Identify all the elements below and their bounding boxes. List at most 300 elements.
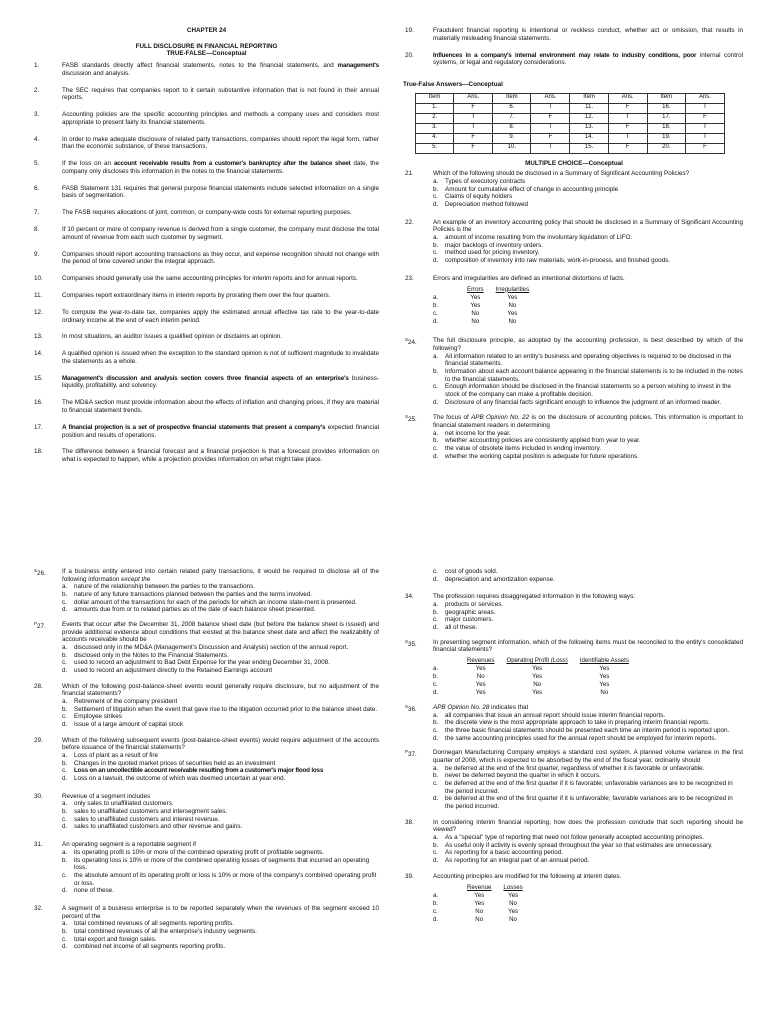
option-letter: b.	[433, 185, 439, 193]
tf-text: FASB standards directly affect financial statements, notes to the financial statements, and	[62, 62, 338, 70]
option-text: sales to unaffiliated customers and other revenue and gains.	[74, 823, 243, 831]
option-letter: b.	[433, 301, 439, 309]
tf-statement	[62, 309, 379, 324]
tf-item	[34, 275, 379, 283]
option-value: Yes	[475, 689, 486, 697]
tf-number: 6.	[34, 184, 40, 192]
tf-statement	[62, 136, 379, 151]
option-letter: d.	[62, 775, 68, 783]
option-letter: d.	[433, 689, 439, 697]
tf-text-cont: discussion and analysis.	[62, 69, 130, 77]
option-text: never be deferred beyond the quarter in which it occurs.	[445, 772, 601, 780]
option-text: the discrete view is the most appropriate approach to take in preparing interim financial reports.	[445, 719, 710, 727]
tf-statement	[62, 375, 379, 390]
option-letter: c.	[433, 616, 438, 624]
option-text: nature of any future transactions planned between the parties and the terms involved.	[74, 591, 313, 599]
option-table-col: Operating Profit (Loss)	[506, 657, 568, 665]
stem-text: The profession requires disaggregated information in the following ways:	[433, 593, 635, 601]
option-text: used to record an adjustment directly to the Retained Earnings account	[74, 667, 273, 675]
option-text: whether accounting policies are consistently applied from year to year.	[445, 437, 641, 445]
question-stem	[433, 704, 743, 712]
answer-option	[62, 872, 379, 887]
tf-statement	[62, 448, 379, 463]
tf-text-bold: Management's discussion and analysis section covers three financial aspects of an enterprise's	[62, 374, 349, 382]
option-text: be deferred at the end of the first quarter if it is favorable; unfavorable variances are to be recognized in the period incurred.	[445, 780, 733, 795]
option-text: Settlement of litigation when the event that gave rise to the litigation occurred prior to the balance sheet date.	[74, 705, 378, 713]
option-text: As a "special" type of reporting that need not follow generally accepted accounting principles.	[445, 834, 704, 842]
answer-option	[433, 576, 743, 584]
question-31	[34, 841, 379, 895]
answers-title: True-False Answers—Conceptual	[403, 80, 503, 88]
answer-option	[62, 767, 379, 775]
option-text: major customers.	[445, 616, 494, 624]
stem-text: An operating segment is a reportable segment if	[62, 841, 197, 849]
question-number-text: 25.	[408, 416, 417, 424]
answer-item: 4.	[416, 133, 454, 143]
answer-option	[433, 765, 743, 773]
tf-number: 8.	[34, 226, 40, 234]
option-table-row	[433, 681, 635, 689]
answer-option	[433, 242, 743, 250]
stem-text: Which of the following post-balance-sheet events would generally require disclosure, but no adjustment of the financial statements?	[62, 682, 379, 698]
tf-statement	[62, 424, 379, 439]
option-letter: b.	[62, 651, 68, 659]
option-text: products or services.	[445, 601, 504, 609]
answer-option	[433, 383, 743, 398]
answer-option	[62, 706, 379, 714]
answer-option	[62, 606, 379, 614]
option-text: the same accounting principles used for the annual report should be employed for interim reports.	[445, 734, 717, 742]
answer-item: 12.	[570, 113, 608, 123]
option-letter: b.	[433, 437, 439, 445]
option-letter: b.	[433, 673, 439, 681]
answer-item: 17.	[647, 113, 685, 123]
option-text: geographic areas.	[445, 608, 496, 616]
question-number	[34, 905, 43, 913]
option-letter: a.	[433, 233, 439, 241]
tf-number: 3.	[34, 111, 40, 119]
option-letter: c.	[62, 713, 67, 721]
tf-number: 7.	[34, 209, 40, 217]
option-table-col: Errors	[467, 285, 484, 293]
question-38	[405, 819, 743, 865]
tf-text: If 10 percent or more of company revenue is derived from a single customer, the company must disclose the total amount of revenue from each such customer by segment.	[62, 226, 379, 241]
question-number	[405, 414, 417, 424]
tf-item	[34, 136, 379, 151]
option-text: all of these.	[445, 624, 478, 632]
option-letter: d.	[433, 624, 439, 632]
option-value: Yes	[470, 301, 481, 309]
answer-option	[433, 178, 743, 186]
option-text: the absolute amount of its operating profit or loss is 10% or more of the company's combined operating profit or loss.	[74, 871, 377, 887]
answer-option	[433, 568, 743, 576]
tf-text: In most situations, an auditor issues a qualified opinion or disclaims an opinion.	[62, 333, 283, 341]
option-letter: a.	[433, 293, 439, 301]
option-letter: c.	[62, 767, 67, 775]
answer-item: 5.	[416, 143, 454, 153]
answers-row	[416, 123, 725, 133]
option-letter: b.	[433, 241, 439, 249]
stem-italic: APB Opinion No. 22	[471, 414, 530, 422]
answer-option	[62, 800, 379, 808]
option-letter: a.	[62, 583, 68, 591]
question-stem	[433, 749, 743, 764]
question-number-text: 38.	[405, 818, 414, 826]
option-table-row	[433, 673, 635, 681]
question-stem	[62, 737, 379, 752]
option-letter: d.	[62, 667, 68, 675]
option-letter: c.	[433, 309, 438, 317]
answer-value: T	[608, 113, 647, 123]
tf-item	[34, 251, 379, 266]
question-21	[405, 170, 743, 208]
question-block	[405, 639, 743, 697]
answer-value: T	[685, 133, 724, 143]
option-text: All information related to an entity's business and operating objectives is required to be disclosed in the financial statements.	[445, 352, 732, 368]
tf-item	[34, 160, 379, 175]
answer-value: T	[685, 103, 724, 113]
option-value: Yes	[507, 309, 518, 317]
question-stem	[433, 337, 743, 352]
question-number	[34, 737, 43, 745]
tf-item	[34, 292, 379, 300]
option-letter: d.	[62, 721, 68, 729]
tf-statement	[62, 292, 379, 300]
answer-value: T	[531, 103, 570, 113]
tf-number: 12.	[34, 308, 43, 316]
option-letter: b.	[433, 367, 439, 375]
option-text: Changes in the quoted market prices of securities held as an investment	[74, 759, 276, 767]
answer-item: 7.	[493, 113, 531, 123]
option-letter: d.	[62, 606, 68, 614]
option-text: As useful only if activity is evenly spread throughout the year so that estimates are unnecessary.	[445, 841, 713, 849]
tf-number: 20.	[405, 51, 414, 59]
stem-text: Which of the following should be disclosed in a Summary of Significant Accounting Policies?	[433, 170, 690, 178]
option-letter: b.	[62, 927, 68, 935]
question-block	[405, 593, 743, 631]
option-letter: c.	[433, 727, 438, 735]
question-33-continued	[405, 568, 743, 583]
tf-text-bold: Influences in a company's internal environment may relate to industry conditions, poor	[433, 51, 697, 59]
tf-item	[34, 375, 379, 390]
question-block	[405, 275, 743, 326]
answer-option	[62, 659, 379, 667]
answer-item: 6.	[493, 103, 531, 113]
option-text: As reporting for an integral part of an annual period.	[445, 857, 590, 865]
answer-value: F	[531, 113, 570, 123]
tf-text-cont: date, the company only discloses this information in the notes to the financial statements.	[62, 160, 379, 175]
option-letter: a.	[433, 665, 439, 673]
question-number-text: 37.	[408, 751, 417, 759]
option-value: No	[476, 673, 485, 681]
option-letter: c.	[433, 849, 438, 857]
option-table-row	[433, 899, 529, 907]
tf-text-bold: account receivable results from a customer's bankruptcy after the balance sheet	[113, 160, 351, 168]
tf-text: To compute the year-to-date tax, companies apply the estimated annual effective tax rate to the year-to-date ordinary income at the end of each interim period.	[62, 308, 379, 324]
option-table-row	[433, 301, 535, 309]
question-stem	[62, 683, 379, 698]
option-letter: d.	[433, 256, 439, 264]
tf-number: 5.	[34, 160, 40, 168]
option-value: Yes	[474, 891, 485, 899]
answer-option	[62, 591, 379, 599]
option-text: Information about each account balance appearing in the financial statements is to be included in the notes to the financial statements.	[445, 367, 743, 383]
answer-option	[433, 368, 743, 383]
answers-header-cell: Item	[493, 93, 531, 103]
tf-number: 11.	[34, 291, 43, 299]
option-text: Enough information should be disclosed in the financial statements so a person wishing to invest in the stock of the company can make a profitable decision.	[445, 383, 731, 398]
question-stem	[62, 568, 379, 583]
option-letter: d.	[433, 452, 439, 460]
option-value: Yes	[532, 689, 543, 697]
question-number-text: 39.	[405, 872, 414, 880]
option-table-row	[433, 309, 535, 317]
option-table-row	[433, 907, 529, 915]
option-text: the three basic financial statements should be presented each time an interim period is reported upon.	[445, 727, 730, 735]
answer-option	[433, 834, 743, 842]
option-text: depreciation and amortization expense.	[445, 575, 555, 583]
option-value: Yes	[508, 891, 519, 899]
answer-item: 8.	[493, 123, 531, 133]
answer-option	[433, 186, 743, 194]
option-letter: c.	[433, 568, 438, 575]
answer-option	[433, 437, 743, 445]
answer-option	[433, 735, 743, 743]
question-stem	[433, 593, 743, 601]
option-text: only sales to unaffiliated customers.	[74, 800, 174, 808]
tf-text: The MD&A section must provide information about the effects of inflation and changing prices, if they are material to financial statement trends.	[62, 399, 379, 414]
answer-option	[433, 445, 743, 453]
question-number-text: 22.	[405, 218, 414, 226]
option-text: Amount for cumulative effect of change in accounting principle	[445, 185, 619, 193]
question-number	[405, 704, 417, 714]
question-marker: S	[34, 568, 38, 573]
answer-option	[433, 601, 743, 609]
question-block	[405, 873, 743, 924]
tf-text: Fraudulent financial reporting is intentional or reckless conduct, whether act or omission, that results in materially misleading financial statements.	[433, 27, 743, 42]
question-number	[405, 593, 414, 601]
option-letter: a.	[62, 752, 68, 760]
question-stem	[433, 639, 743, 654]
question-30	[34, 793, 379, 831]
option-table-row	[433, 293, 535, 301]
option-letter: c.	[62, 659, 67, 667]
option-letter: d.	[433, 398, 439, 406]
answers-row	[416, 113, 725, 123]
option-text: cost of goods sold.	[445, 568, 498, 575]
question-number	[405, 749, 417, 759]
tf-statement	[62, 275, 379, 283]
question-number-text: 21.	[405, 170, 414, 178]
option-text: Loss on an uncollectible account receivable resulting from a customer's major flood loss	[74, 767, 324, 775]
option-letter: d.	[433, 857, 439, 865]
chapter-title: FULL DISCLOSURE IN FINANCIAL REPORTING	[135, 42, 278, 50]
answer-item: 14.	[570, 133, 608, 143]
option-letter: a.	[62, 644, 68, 652]
tf-number: 1.	[34, 62, 40, 70]
tf-number: 13.	[34, 333, 43, 341]
tf-text-bold: management's	[337, 62, 379, 70]
tf-item	[34, 111, 379, 126]
question-block	[34, 683, 379, 729]
option-letter: c.	[433, 681, 438, 689]
tf-item	[34, 309, 379, 324]
question-32	[34, 905, 379, 951]
answer-option	[433, 430, 743, 438]
answer-item: 9.	[493, 133, 531, 143]
option-letter: a.	[62, 698, 68, 706]
answer-value: F	[531, 133, 570, 143]
question-24	[405, 337, 743, 406]
option-letter: a.	[62, 920, 68, 928]
answer-option	[433, 719, 743, 727]
answer-value: T	[454, 123, 493, 133]
option-letter: a.	[433, 352, 439, 360]
question-number-text: 31.	[34, 841, 43, 849]
option-table-header	[433, 657, 635, 665]
tf-item	[34, 448, 379, 463]
option-text: net income for the year.	[445, 429, 511, 437]
question-block	[405, 704, 743, 742]
option-text: amounts due from or to related parties as of the date of each balance sheet presented.	[74, 606, 316, 614]
option-text: disclosed only in the Notes to the Financial Statements.	[74, 651, 229, 659]
question-22	[405, 219, 743, 265]
question-35	[405, 639, 743, 697]
answer-value: T	[531, 143, 570, 153]
option-text: major backlogs of inventory orders.	[445, 241, 543, 249]
tf-text: The SEC requires that companies report to it certain substantive information that is not found in their annual reports.	[62, 86, 379, 102]
question-39	[405, 873, 743, 924]
tf-statement	[62, 333, 379, 341]
option-letter: c.	[433, 249, 438, 257]
left-column-bottom	[34, 568, 379, 958]
question-25	[405, 414, 743, 460]
answers-row	[416, 103, 725, 113]
tf-item	[34, 209, 379, 217]
tf-number: 2.	[34, 86, 40, 94]
option-letter: d.	[433, 200, 439, 208]
tf-text: If the loss on an	[62, 160, 114, 168]
option-letter: d.	[433, 575, 439, 583]
answer-option	[433, 257, 743, 265]
question-number	[405, 639, 417, 649]
option-letter: a.	[433, 601, 439, 609]
option-text: total combined revenues of all segments reporting profits.	[74, 920, 234, 928]
answer-option	[433, 609, 743, 617]
question-stem	[62, 841, 379, 849]
answer-option	[433, 624, 743, 632]
question-number-text: 27.	[37, 623, 46, 631]
tf-number: 4.	[34, 135, 40, 143]
option-letter: c.	[62, 815, 67, 823]
question-27	[34, 621, 379, 675]
answer-option	[433, 399, 743, 407]
answer-value: T	[608, 133, 647, 143]
option-letter: d.	[62, 887, 68, 895]
option-text: Types of executory contracts	[445, 177, 526, 185]
answer-value: F	[454, 103, 493, 113]
question-marker: S	[405, 337, 409, 343]
answer-value: F	[685, 143, 724, 153]
option-letter: a.	[433, 764, 439, 772]
option-table-header	[433, 285, 535, 293]
question-number-text: 32.	[34, 904, 43, 912]
answer-option	[433, 193, 743, 201]
question-number	[405, 170, 414, 178]
question-block	[34, 621, 379, 675]
option-letter: d.	[433, 795, 439, 803]
option-letter: b.	[62, 808, 68, 816]
tf-text: Companies should generally use the same accounting principles for interim reports and for annual reports.	[62, 275, 358, 283]
answer-option	[62, 808, 379, 816]
tf-text: Accounting policies are the specific accounting principles and methods a company uses and considers most appropriate to present fairly its financial statements.	[62, 111, 379, 126]
tf-statement	[62, 185, 379, 200]
question-number-text: 28.	[34, 682, 43, 690]
option-value: No	[509, 899, 517, 907]
answer-option	[62, 887, 379, 895]
question-28	[34, 683, 379, 729]
answer-option	[62, 760, 379, 768]
option-value: No	[475, 915, 484, 923]
question-number	[405, 819, 414, 827]
tf-text-cont: expected financial position and results of operations.	[62, 423, 379, 439]
answer-item: 11.	[570, 103, 608, 113]
question-number	[405, 337, 417, 347]
answer-option	[62, 583, 379, 591]
option-table-header	[433, 883, 529, 891]
question-number-text: 30.	[34, 792, 43, 800]
question-number-text: 36.	[408, 706, 417, 714]
option-letter: a.	[433, 429, 439, 437]
option-letter: d.	[62, 943, 68, 951]
tf-number: 15.	[34, 374, 43, 382]
option-table-row	[433, 915, 529, 923]
question-36	[405, 704, 743, 742]
answer-item: 15.	[570, 143, 608, 153]
answer-item: 19.	[647, 133, 685, 143]
page-bottom	[0, 560, 768, 1024]
option-text: none of these.	[74, 887, 114, 895]
stem-italic: except the	[121, 575, 151, 583]
option-text: whether the working capital position is adequate for future operations.	[445, 452, 639, 460]
option-letter: a.	[62, 800, 68, 808]
answer-item: 1.	[416, 103, 454, 113]
answer-option	[433, 616, 743, 624]
question-block	[34, 737, 379, 783]
tf-number: 14.	[34, 350, 43, 358]
answer-option	[433, 849, 743, 857]
tf-list-left	[34, 62, 379, 464]
option-value: Yes	[474, 899, 485, 907]
question-marker: P	[34, 621, 38, 627]
tf-number: 16.	[34, 399, 43, 407]
option-letter: a.	[433, 891, 439, 899]
option-value: Yes	[532, 673, 543, 681]
option-text: discussed only in the MD&A (Management's Discussion and Analysis) section of the annual report.	[74, 644, 349, 652]
tf-statement	[62, 251, 379, 266]
tf-statement	[62, 226, 379, 241]
left-column-top	[34, 27, 379, 473]
stem-text: An example of an inventory accounting policy that should be disclosed in a Summary of Significant Accounting Policies is the	[433, 218, 743, 234]
option-letter: b.	[433, 772, 439, 780]
option-value: Yes	[599, 681, 610, 689]
answer-option	[433, 842, 743, 850]
answer-item: 13.	[570, 123, 608, 133]
question-number-text: 23.	[405, 274, 414, 282]
stem-text: In presenting segment information, which of the following items must be reconciled to the entity's consolidated financial statements?	[433, 638, 743, 654]
answer-item: 2.	[416, 113, 454, 123]
answers-header-cell: Item	[416, 93, 454, 103]
